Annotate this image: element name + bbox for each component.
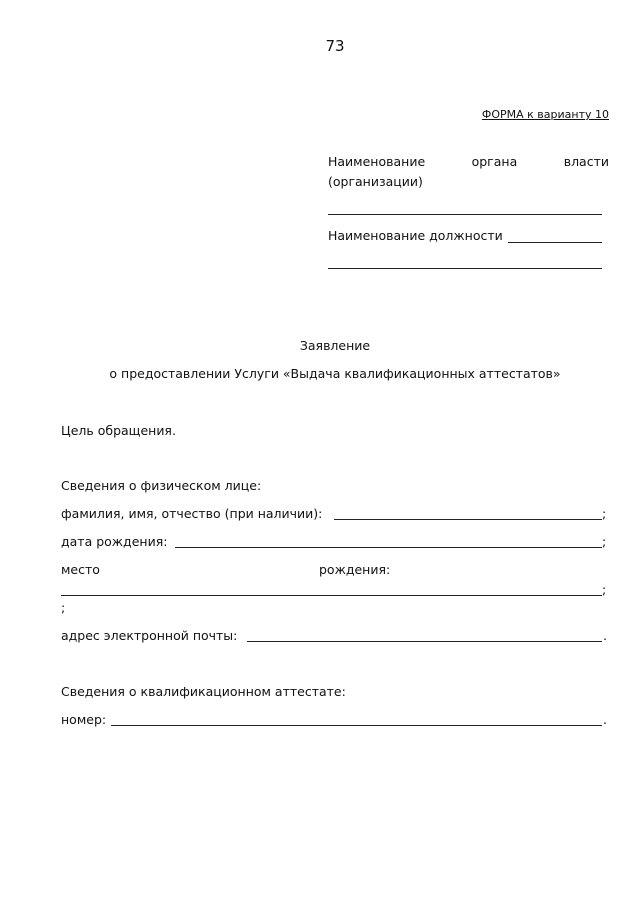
org-word-1: Наименование bbox=[328, 154, 426, 169]
org-name-blank[interactable] bbox=[328, 214, 602, 215]
form-reference: ФОРМА к варианту 10 bbox=[481, 108, 609, 121]
birth-place-blank[interactable] bbox=[61, 595, 602, 596]
person-heading: Сведения о физическом лице: bbox=[61, 478, 262, 493]
document-title: Заявление bbox=[299, 338, 371, 353]
birth-place-word1: место bbox=[61, 562, 100, 577]
certificate-number-period: . bbox=[603, 712, 607, 727]
email-period: . bbox=[603, 628, 607, 643]
fio-semicolon: ; bbox=[602, 506, 607, 521]
certificate-number-label: номер: bbox=[61, 712, 107, 727]
org-name-line2: (организации) bbox=[328, 174, 423, 189]
position-blank-2[interactable] bbox=[328, 268, 602, 269]
position-label: Наименование должности bbox=[328, 228, 503, 243]
email-label: адрес электронной почты: bbox=[61, 628, 238, 643]
birth-place-semicolon-2: ; bbox=[61, 600, 66, 615]
fio-label: фамилия, имя, отчество (при наличии): bbox=[61, 506, 323, 521]
fio-blank[interactable] bbox=[334, 519, 602, 520]
birth-date-blank[interactable] bbox=[175, 547, 602, 548]
certificate-number-blank[interactable] bbox=[111, 725, 602, 726]
position-blank[interactable] bbox=[508, 242, 602, 243]
birth-date-semicolon: ; bbox=[602, 534, 607, 549]
email-blank[interactable] bbox=[247, 641, 602, 642]
certificate-heading: Сведения о квалификационном аттестате: bbox=[61, 684, 346, 699]
page-number: 73 bbox=[325, 37, 345, 55]
org-word-3: власти bbox=[563, 154, 609, 169]
birth-date-label: дата рождения: bbox=[61, 534, 168, 549]
birth-place-word2: рождения: bbox=[319, 562, 391, 577]
org-name-line1 bbox=[328, 154, 609, 169]
org-word-2: органа bbox=[471, 154, 518, 169]
birth-place-semicolon: ; bbox=[602, 582, 607, 597]
document-subtitle: о предоставлении Услуги «Выдача квалификационных аттестатов» bbox=[109, 366, 561, 381]
purpose-label: Цель обращения. bbox=[61, 423, 176, 438]
